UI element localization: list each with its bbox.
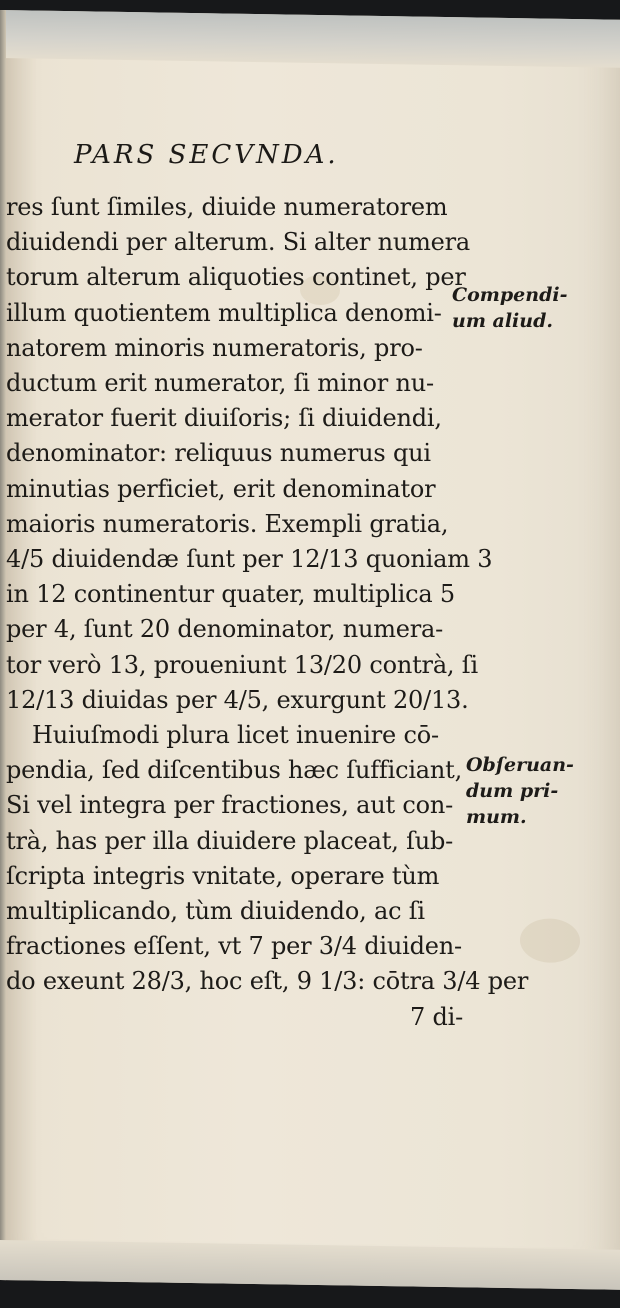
page-top-edge (0, 10, 620, 68)
margin-note-line: mum. (466, 806, 527, 828)
text-line: diuidendi per alterum. Si alter numera (6, 228, 471, 257)
text-line: pendia, ſed diſcentibus hæc ſufficiant, (6, 756, 463, 785)
margin-note-line: dum pri- (466, 780, 559, 802)
text-line: denominator: reliquus numerus qui (6, 439, 431, 468)
text-line: maioris numeratoris. Exempli gratia, (6, 509, 449, 538)
text-line: trà, has per illa diuidere placeat, ſub- (6, 826, 454, 855)
text-line: ductum erit numerator, ſi minor nu- (6, 369, 434, 398)
running-head: PARS SECVNDA. (74, 140, 339, 170)
margin-note-line: Obſeruan- (466, 754, 574, 776)
page-bottom-edge (0, 1240, 620, 1290)
text-line: per 4, ſunt 20 denominator, numera- (6, 615, 444, 644)
text-line: Huiuſmodi plura licet inuenire cō- (32, 721, 439, 750)
text-line: fractiones eſſent, vt 7 per 3/4 diuiden- (6, 932, 462, 961)
text-line: minutias perficiet, erit denominator (6, 474, 436, 503)
text-line: illum quotientem multiplica denomi- (6, 298, 442, 327)
margin-note (452, 282, 567, 334)
catchword: 7 di- (410, 1002, 464, 1031)
foxing-spot (520, 918, 580, 963)
text-line: multiplicando, tùm diuidendo, ac ſi (6, 897, 425, 926)
text-line: tor verò 13, proueniunt 13/20 contrà, ſi (6, 650, 478, 679)
margin-note-line: um aliud. (452, 310, 553, 332)
text-line: 4/5 diuidendæ ſunt per 12/13 quoniam 3 (6, 545, 493, 574)
margin-note-line: Compendi- (452, 284, 568, 306)
text-line: Si vel integra per fractiones, aut con- (6, 791, 454, 820)
text-line: 12/13 diuidas per 4/5, exurgunt 20/13. (6, 685, 469, 714)
text-line: torum alterum aliquoties continet, per (6, 263, 466, 292)
text-line: do exeunt 28/3, hoc eſt, 9 1/3: cōtra 3/4 per (6, 967, 529, 996)
text-line: in 12 continentur quater, multiplica 5 (6, 580, 455, 609)
text-line: natorem minoris numeratoris, pro- (6, 333, 423, 362)
text-line: merator fuerit diuiſoris; ſi diuidendi, (6, 404, 442, 433)
margin-note (466, 752, 574, 830)
text-line: ſcripta integris vnitate, operare tùm (6, 861, 440, 890)
text-line: res ſunt ſimiles, diuide numeratorem (6, 193, 448, 221)
